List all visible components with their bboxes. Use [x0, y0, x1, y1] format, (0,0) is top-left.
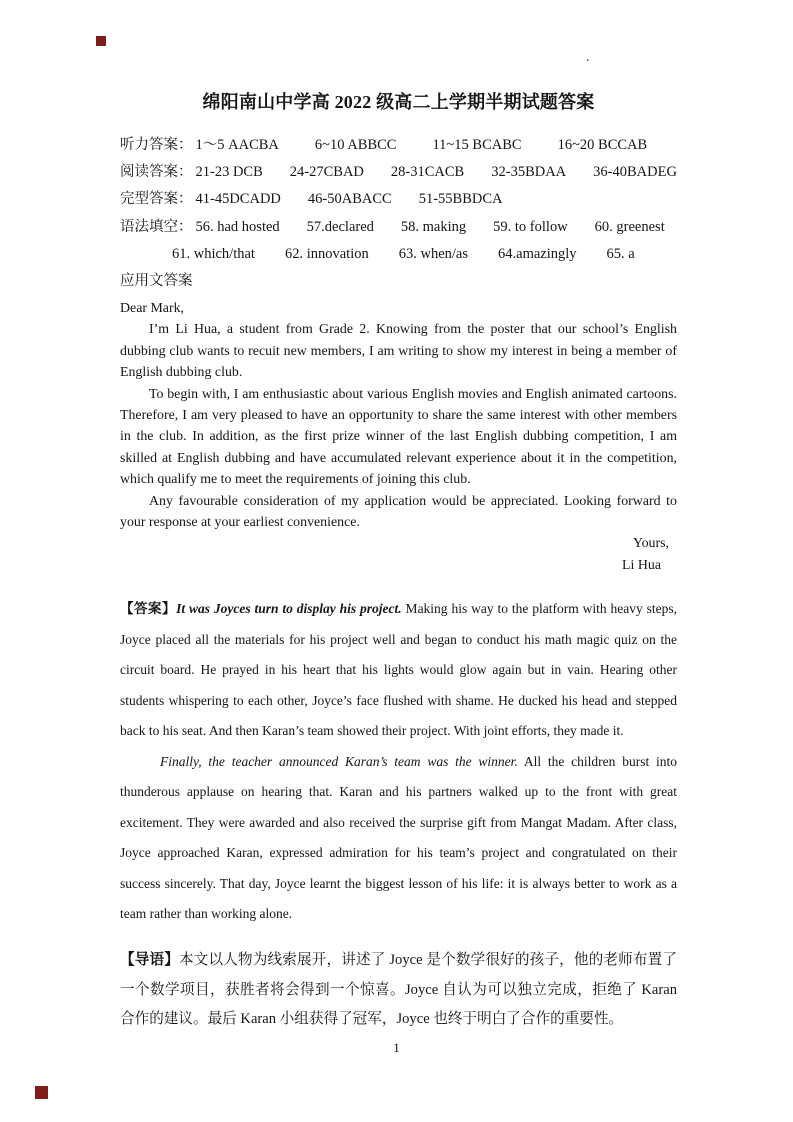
continuation-paragraph-2 [120, 747, 677, 930]
letter-paragraph-1: I’m Li Hua, a student from Grade 2. Knowing from the poster that our school’s English dubbing club wants to recuit new members, I am writing to show my interest in being a member of English dubbing club. [120, 322, 677, 381]
grammar-answers-row-2 [120, 241, 677, 268]
intro-tag: 【导语】 [120, 952, 180, 968]
reading-label: 阅读答案： [120, 164, 193, 181]
stray-dot-mark: . [586, 50, 590, 65]
cloze-answers-row [120, 186, 677, 213]
paragraph2-body: All the children burst into thunderous applause on hearing that. Karan and his partners walked up to the front with great excitement. They were awarded and also received the surprise gift from Mangat Madam. After class, Joyce approached Karan, expressed admiration for his team’s project and congratulated on their success sincerely. That day, Joyce learnt the biggest lesson of his life: it is always better to work as a team rather than working alone. [120, 753, 678, 921]
answer-group: 65. a [606, 245, 635, 262]
grammar-answers-row-1 [120, 214, 677, 241]
cloze-label: 完型答案： [120, 191, 193, 208]
applied-writing-heading: 应用文答案 [120, 273, 193, 290]
paragraph1-opening-sentence: It was Joyces turn to display his project. [176, 601, 402, 616]
answer-group: 11~15 BCABC [432, 137, 522, 153]
answer-group: 24-27CBAD [289, 164, 364, 181]
answer-group: 16~20 BCCAB [557, 137, 648, 153]
answer-group: 63. when/as [398, 245, 469, 262]
red-square-mark-top-left [96, 36, 106, 46]
grammar-label: 语法填空： [120, 218, 193, 235]
answer-group: 56. had hosted [195, 218, 280, 235]
answer-group: 36-40BADEG [593, 164, 677, 181]
answer-group: 32-35BDAA [491, 164, 567, 181]
paragraph2-opening-sentence: Finally, the teacher announced Karan’s team was the winner. [160, 753, 518, 769]
listening-label: 听力答案： [120, 137, 193, 153]
introduction-note-section [120, 946, 677, 1035]
answer-group: 61. which/that [172, 245, 255, 262]
answer-group: 58. making [400, 218, 467, 235]
applied-writing-heading-row [120, 268, 677, 295]
document-title: 绵阳南山中学高 2022 级高二上学期半期试题答案 [202, 92, 595, 112]
answer-group: 57.declared [306, 218, 374, 235]
answer-group: 59. to follow [493, 218, 568, 235]
answer-group: 46-50ABACC [307, 191, 392, 208]
answer-tag: 【答案】 [120, 601, 177, 616]
letter-paragraph-3: Any favourable consideration of my application would be appreciated. Looking forward to your response at your earliest convenience. [120, 493, 677, 531]
listening-answers-row [120, 132, 677, 159]
letter-salutation: Dear Mark, [120, 301, 185, 316]
red-square-mark-bottom-left [35, 1086, 48, 1099]
letter-paragraph-2: To begin with, I am enthusiastic about various English movies and English animated cartoons. Therefore, I am very pleased to have an opportunity to share the same interest with other members in the club. In addition, as the first prize winner of the last English dubbing competition, I am skilled at English dubbing and have accumulated relevant experience about it in the competition, which qualify me to meet the requirements of joining this club. [120, 386, 677, 488]
answer-group: 41-45DCADD [195, 191, 281, 208]
answer-group: 64.amazingly [498, 245, 577, 262]
paragraph1-body: Making his way to the platform with heavy steps, Joyce placed all the materials for his project well and began to conduct his math magic quiz on the circuit board. He prayed in his heart that his lights would glow again but in vain. Hearing other students whispering to each other, Joyce’s face flushed with shame. He ducked his head and stepped back to his seat. And then Karan’s team showed their project. With joint efforts, they made it. [120, 601, 677, 738]
answer-group: 51-55BBDCA [418, 191, 503, 208]
answer-group: 21-23 DCB [195, 164, 263, 181]
introduction-note [120, 946, 677, 1035]
page-number: 1 [393, 1040, 400, 1055]
answer-group: 28-31CACB [390, 164, 465, 181]
application-letter [120, 298, 677, 576]
intro-body: 本文以人物为线索展开，讲述了 Joyce 是个数学很好的孩子，他的老师布置了一个数学项目，获胜者将会得到一个惊喜。Joyce 自认为可以独立完成，拒绝了 Karan 合作的建议。最后 Karan 小组获得了冠军，Joyce 也终于明白了合作的重要性。 [120, 952, 677, 1027]
answer-group: 62. innovation [284, 245, 369, 262]
letter-signature: Li Hua [622, 557, 661, 573]
letter-closing: Yours, [632, 536, 669, 552]
continuation-writing-answer [120, 594, 677, 930]
answer-key-section [120, 132, 677, 295]
reading-answers-row [120, 159, 677, 186]
continuation-paragraph-1 [120, 594, 677, 747]
answer-group: 6~10 ABBCC [314, 137, 397, 153]
answer-group: 60. greenest [594, 218, 665, 235]
answer-group: 1～5 AACBA [195, 137, 279, 153]
